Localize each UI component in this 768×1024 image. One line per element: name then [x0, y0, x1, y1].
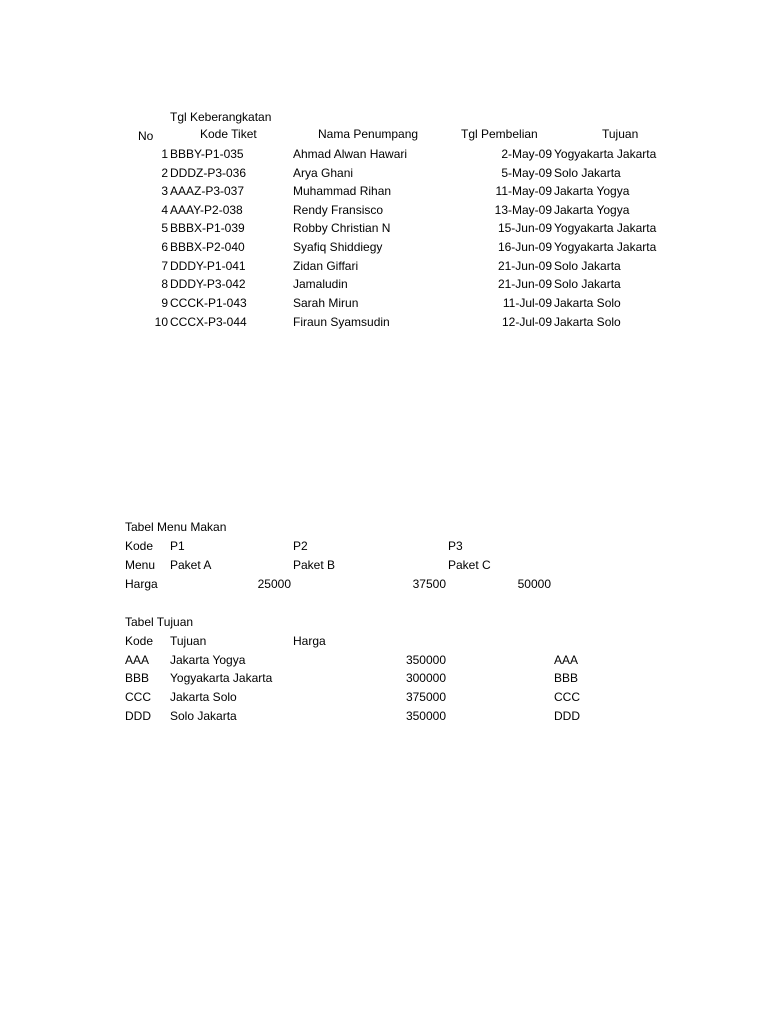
row-nama: Rendy Fransisco [293, 203, 384, 217]
tujuan-harga: 350000 [405, 653, 446, 667]
menu-name: Paket B [293, 558, 336, 572]
row-no: 6 [161, 240, 168, 254]
row-tgl: 16-Jun-09 [497, 240, 552, 254]
row-tujuan: Yogyakarta Jakarta [554, 240, 657, 254]
row-tgl: 2-May-09 [501, 147, 552, 161]
row-no: 3 [161, 184, 168, 198]
row-tgl: 5-May-09 [501, 166, 552, 180]
header-tujuan: Tujuan [602, 127, 639, 141]
row-nama: Zidan Giffari [293, 259, 359, 273]
menu-code: P2 [293, 539, 308, 553]
header-tgl-keberangkatan: Tgl Keberangkatan [170, 110, 272, 124]
row-kode-tiket: BBBX-P1-039 [170, 221, 245, 235]
menu-price: 37500 [412, 577, 446, 591]
row-tujuan: Jakarta Yogya [554, 203, 630, 217]
menu-code: P3 [448, 539, 463, 553]
tujuan-harga: 375000 [405, 690, 446, 704]
row-nama: Robby Christian N [293, 221, 391, 235]
tujuan-name: Yogyakarta Jakarta [170, 671, 273, 685]
row-tgl: 15-Jun-09 [497, 221, 552, 235]
row-tgl: 13-May-09 [494, 203, 552, 217]
tujuan-kode-lookup: DDD [554, 709, 580, 723]
row-tujuan: Solo Jakarta [554, 277, 621, 291]
row-tujuan: Solo Jakarta [554, 166, 621, 180]
tujuan-kode: CCC [125, 690, 151, 704]
row-tujuan: Jakarta Yogya [554, 184, 630, 198]
row-tgl: 11-May-09 [495, 184, 552, 198]
tujuan-header-tujuan: Tujuan [170, 634, 207, 648]
row-kode-tiket: BBBX-P2-040 [170, 240, 245, 254]
row-nama: Arya Ghani [293, 166, 354, 180]
row-tujuan: Jakarta Solo [554, 315, 621, 329]
row-tgl: 11-Jul-09 [502, 296, 552, 310]
row-nama: Firaun Syamsudin [293, 315, 390, 329]
row-no: 4 [161, 203, 168, 217]
row-nama: Ahmad Alwan Hawari [293, 147, 408, 161]
menu-table-title: Tabel Menu Makan [125, 520, 227, 534]
header-tgl-pembelian: Tgl Pembelian [461, 127, 538, 141]
tujuan-name: Jakarta Solo [170, 690, 237, 704]
row-no: 10 [154, 315, 168, 329]
menu-menu-label: Menu [125, 558, 156, 572]
row-kode-tiket: BBBY-P1-035 [170, 147, 244, 161]
row-no: 8 [161, 277, 168, 291]
row-no: 5 [161, 221, 168, 235]
tujuan-kode-lookup: CCC [554, 690, 580, 704]
tujuan-name: Solo Jakarta [170, 709, 237, 723]
row-tujuan: Yogyakarta Jakarta [554, 221, 657, 235]
header-kode-tiket: Kode Tiket [200, 127, 257, 141]
row-nama: Jamaludin [293, 277, 348, 291]
row-no: 7 [161, 259, 168, 273]
row-kode-tiket: AAAZ-P3-037 [170, 184, 245, 198]
header-nama-penumpang: Nama Penumpang [318, 127, 419, 141]
row-tujuan: Jakarta Solo [554, 296, 621, 310]
menu-price: 50000 [517, 577, 551, 591]
tujuan-header-harga: Harga [293, 634, 326, 648]
tujuan-table-title: Tabel Tujuan [125, 615, 194, 629]
row-tgl: 21-Jun-09 [497, 259, 552, 273]
row-tgl: 21-Jun-09 [497, 277, 552, 291]
menu-name: Paket C [448, 558, 491, 572]
tujuan-header-kode: Kode [125, 634, 154, 648]
tujuan-kode-lookup: AAA [554, 653, 579, 667]
row-no: 9 [161, 296, 168, 310]
menu-kode-label: Kode [125, 539, 154, 553]
row-tgl: 12-Jul-09 [501, 315, 552, 329]
header-no: No [138, 129, 154, 143]
tujuan-name: Jakarta Yogya [170, 653, 246, 667]
tujuan-harga: 300000 [405, 671, 446, 685]
row-no: 1 [161, 147, 168, 161]
row-kode-tiket: DDDY-P3-042 [170, 277, 246, 291]
tujuan-kode: DDD [125, 709, 151, 723]
menu-name: Paket A [170, 558, 212, 572]
row-nama: Muhammad Rihan [293, 184, 392, 198]
row-tujuan: Solo Jakarta [554, 259, 621, 273]
tujuan-kode-lookup: BBB [554, 671, 579, 685]
tujuan-harga: 350000 [405, 709, 446, 723]
row-nama: Syafiq Shiddiegy [293, 240, 383, 254]
row-nama: Sarah Mirun [293, 296, 359, 310]
row-kode-tiket: DDDZ-P3-036 [170, 166, 247, 180]
row-kode-tiket: AAAY-P2-038 [170, 203, 243, 217]
menu-price: 25000 [257, 577, 291, 591]
menu-code: P1 [170, 539, 185, 553]
row-kode-tiket: CCCK-P1-043 [170, 296, 247, 310]
tujuan-kode: BBB [125, 671, 150, 685]
row-kode-tiket: DDDY-P1-041 [170, 259, 246, 273]
row-kode-tiket: CCCX-P3-044 [170, 315, 247, 329]
row-tujuan: Yogyakarta Jakarta [554, 147, 657, 161]
tujuan-kode: AAA [125, 653, 150, 667]
menu-harga-label: Harga [125, 577, 158, 591]
row-no: 2 [161, 166, 168, 180]
